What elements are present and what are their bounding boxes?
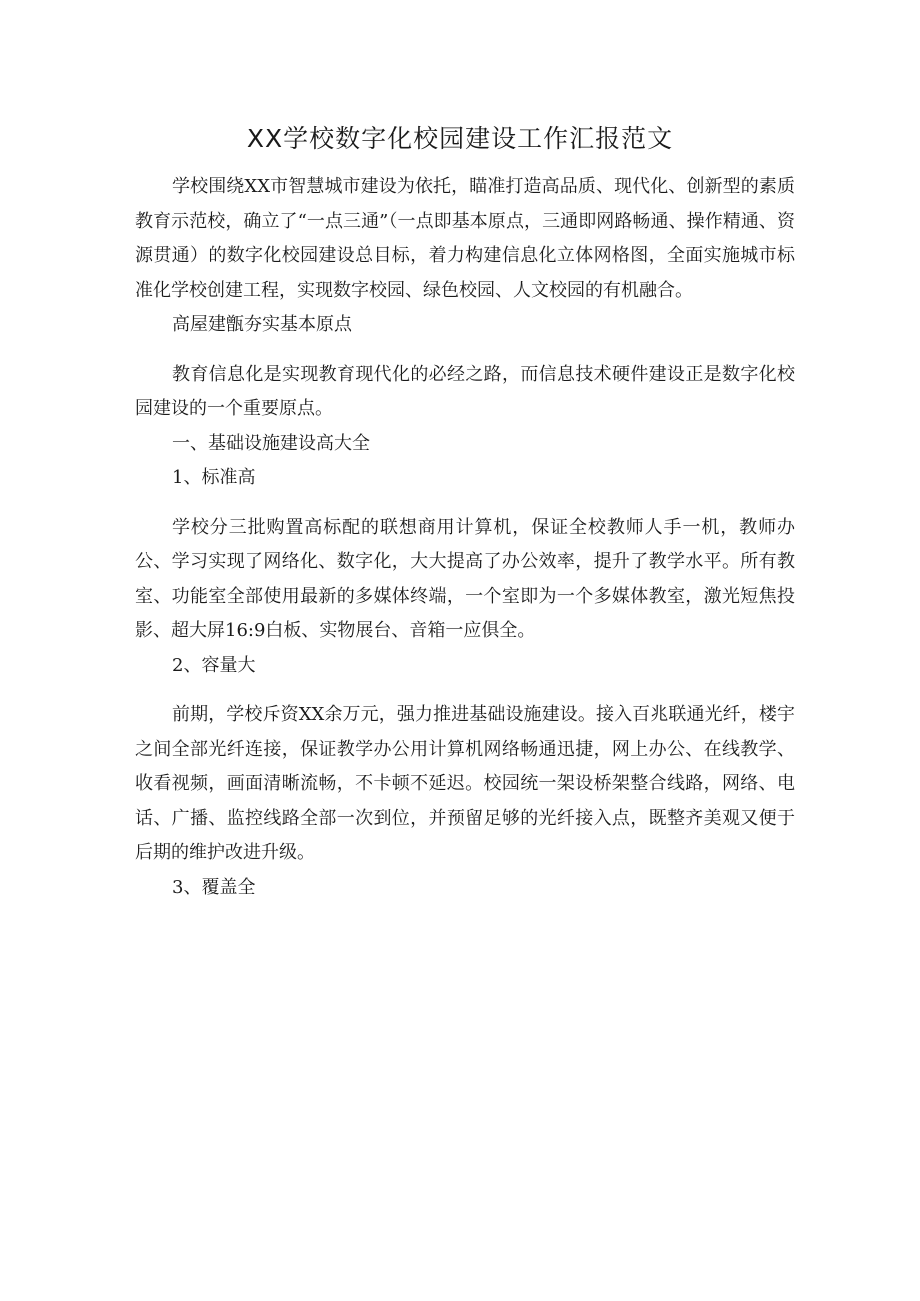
subsection-heading: 3、覆盖全 <box>172 876 256 898</box>
section-heading: 一、基础设施建设高大全 <box>172 432 370 454</box>
subsection-heading: 1、标准高 <box>172 467 256 488</box>
paragraph-intro: 学校围绕XX市智慧城市建设为依托，瞄准打造高品质、现代化、创新型的素质教育示范校，确立了“一点三通”（一点即基本原点，三通即网路畅通、操作精通、资源贯通）的数字化校园建设总目标，着力构建信息化立体网格图，全面实施城市标准化学校创建工程，实现数字校园、绿色校园、人文校园的有机融合。 <box>135 176 795 301</box>
section-heading: 高屋建甑夯实基本原点 <box>172 314 352 335</box>
document-title: XX学校数字化校园建设工作汇报范文 <box>246 124 674 153</box>
paragraph-capacity: 前期，学校斥资XX余万元，强力推进基础设施建设。接入百兆联通光纤，楼宇之间全部光纤连接，保证教学办公用计算机网络畅通迅捷，网上办公、在线教学、收看视频，画面清晰流畅，不卡顿不延迟。校园统一架设桥架整合线路，网络、电话、广播、监控线路全部一次到位，并预留足够的光纤接入点，既整齐美观又便于后期的维护改进升级。 <box>135 704 795 863</box>
subsection-heading: 2、容量大 <box>172 654 256 676</box>
paragraph-origin: 教育信息化是实现教育现代化的必经之路，而信息技术硬件建设正是数字化校园建设的一个重要原点。 <box>135 363 795 419</box>
paragraph-standard: 学校分三批购置高标配的联想商用计算机，保证全校教师人手一机，教师办公、学习实现了网络化、数字化，大大提高了办公效率，提升了教学水平。所有教室、功能室全部使用最新的多媒体终端，一个室即为一个多媒体教室，激光短焦投影、超大屏16:9白板、实物展台、音箱一应俱全。 <box>135 516 795 641</box>
document-body <box>135 170 795 905</box>
